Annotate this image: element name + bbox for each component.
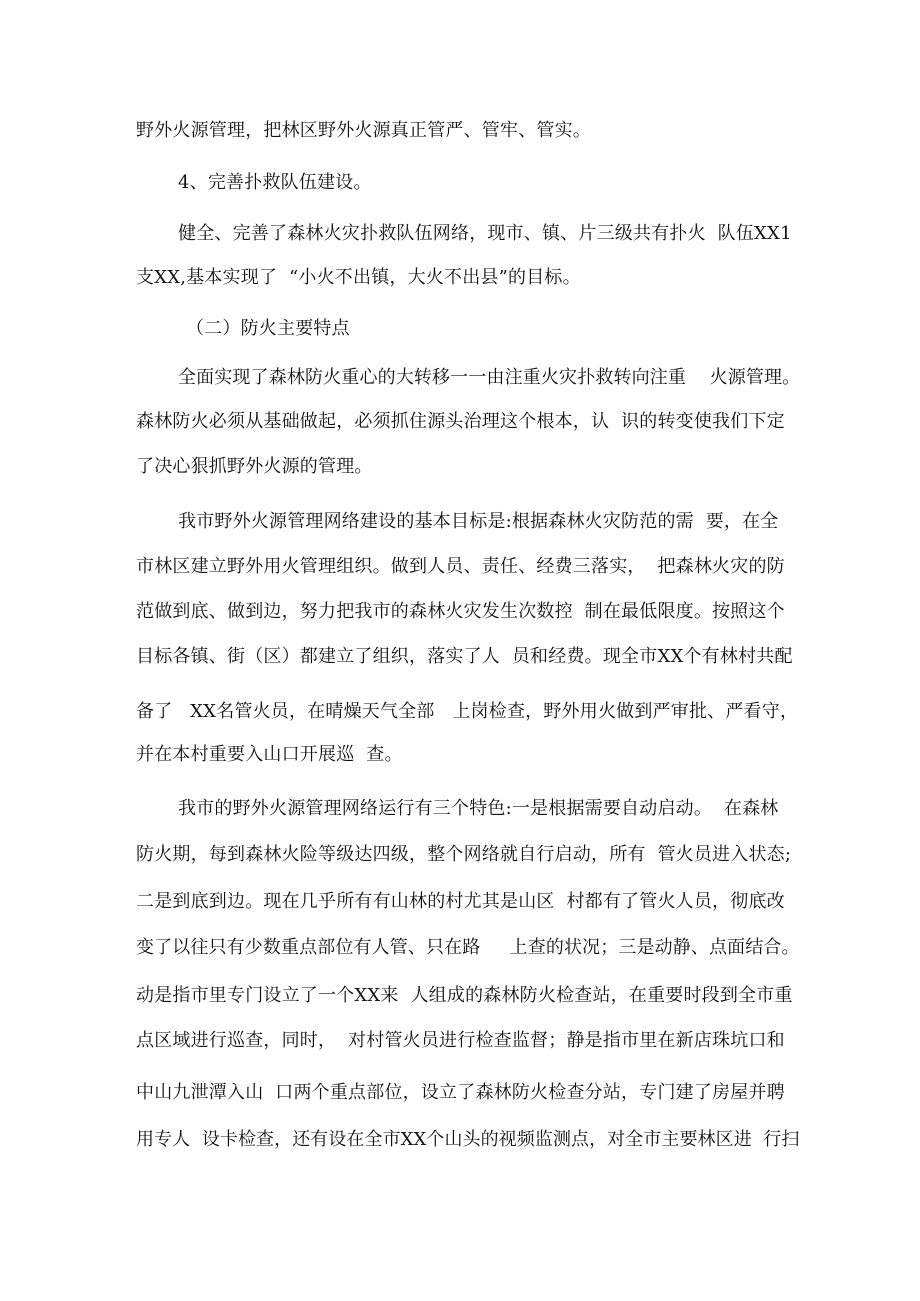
text-line: 防火期，每到森林火险等级达四级，整个网络就自行启动，所有 管火员进入状态; (136, 844, 792, 865)
text-line: 森林防火必须从基础做起，必须抓住源头治理这个根本，认 识的转变使我们下定 (136, 411, 785, 432)
section-heading: 4、完善扑救队伍建设。 (178, 172, 372, 193)
text-line: 用专人 设卡检查，还有设在全市XX个山头的视频监测点，对全市主要林区进 行扫 (136, 1129, 800, 1150)
text-line: 点区域进行巡查，同时， 对村管火员进行检查监督；静是指市里在新店珠坑口和 (136, 1030, 785, 1051)
text-line: 我市野外火源管理网络建设的基本目标是:根据森林火灾防范的需 要，在全 (178, 511, 779, 532)
text-line: 范做到底、做到边，努力把我市的森林火灾发生次数控 制在最低限度。按照这个 (136, 601, 785, 622)
text-line: 中山九泄潭入山 口两个重点部位，设立了森林防火检查分站，专门建了房屋并聘 (136, 1082, 785, 1103)
text-line: 动是指市里专门设立了一个XX来 人组成的森林防火检查站，在重要时段到全市重 (136, 985, 793, 1006)
text-line: 备了 XX名管火员，在晴燥天气全部 上岗检查，野外用火做到严审批、严看守， (136, 701, 799, 722)
text-line: 市林区建立野外用火管理组织。做到人员、责任、经费三落实， 把森林火灾的防 (136, 556, 785, 577)
text-line: 健全、完善了森林火灾扑救队伍网络，现市、镇、片三级共有扑火 队伍XX1 (178, 223, 792, 244)
section-heading: （二）防火主要特点 (186, 318, 350, 339)
text-line: 目标各镇、街（区）都建立了组织，落实了人 员和经费。现全市XX个有林村共配 (136, 646, 793, 667)
text-line: 野外火源管理，把林区野外火源真正管严、管牢、管实。 (136, 120, 591, 141)
text-line: 变了以往只有少数重点部位有人管、只在路 上查的状况；三是动静、点面结合。 (136, 937, 800, 958)
text-line: 二是到底到边。现在几乎所有有山林的村尤其是山区 村都有了管火人员，彻底改 (136, 891, 785, 912)
text-line: 我市的野外火源管理网络运行有三个特色:一是根据需要自动启动。 在森林 (178, 798, 779, 819)
text-line: 并在本村重要入山口开展巡 查。 (136, 744, 403, 765)
text-line: 全面实现了森林防火重心的大转移一一由注重火灾扑救转向注重 火源管理。 (178, 367, 801, 388)
text-line: 了决心狠抓野外火源的管理。 (136, 456, 373, 477)
text-line: 支XX,基本实现了 “小火不出镇，大火不出县”的目标。 (136, 267, 581, 288)
